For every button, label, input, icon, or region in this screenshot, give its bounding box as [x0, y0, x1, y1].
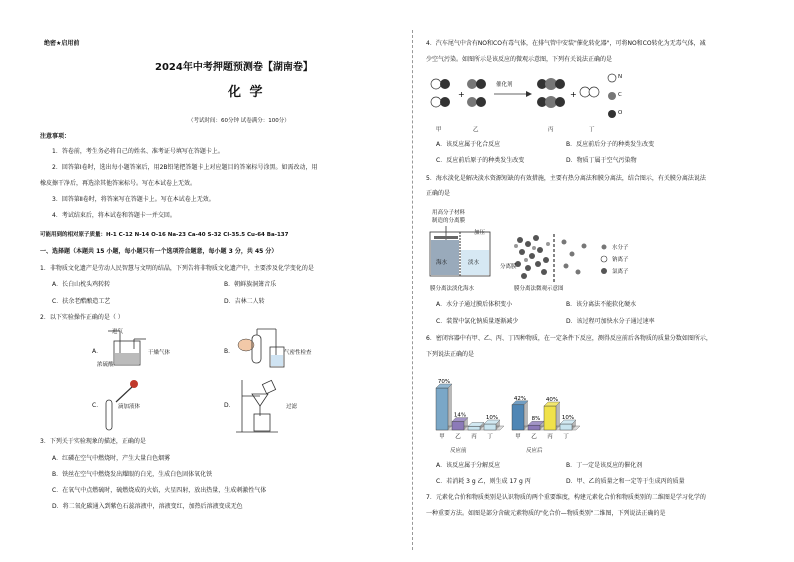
bar-label-0-3: 10% [485, 415, 499, 421]
category-label-0-1: 乙 [455, 434, 461, 440]
bar-side-1-0 [524, 401, 528, 430]
subject-title: 化 学 [228, 85, 265, 100]
q7-stem-1: 7．元素化合价和物质类别是认识物质的两个重要维度，构建元素化合价和物质类别的二维图是学习化学的 [426, 494, 706, 501]
q3-option-d: D．将二氧化碳通入到紫色石蕊溶液中，溶液变红，加热后溶液变成无色 [52, 503, 243, 510]
q5-legend-cl: 氯离子 [612, 269, 629, 275]
bar-0-3 [484, 424, 496, 430]
q4-legend-c: C [618, 92, 622, 98]
column-divider [412, 30, 413, 550]
q4-legend-n: N [618, 74, 623, 80]
q2-c-label: 滴加液体 [118, 404, 141, 410]
category-label-1-3: 丁 [563, 434, 569, 440]
q5-option-a: A．水分子通过膜后体积变小 [436, 301, 513, 308]
membrane-micro-figure [510, 232, 598, 284]
q5-freshwater-label: 淡水 [468, 260, 480, 266]
bar-0-2 [468, 426, 480, 430]
q2-a-in-label: 进气 [112, 329, 124, 335]
q4-option-b: B．反应前后分子的种类发生改变 [566, 141, 655, 148]
bar-1-0 [512, 405, 524, 430]
q2-a-acid-label: 浓硫酸 [97, 362, 114, 368]
q6-stem-1: 6．密闭容器中有甲、乙、丙、丁四种物质，在一定条件下反应，测得反应前后各物质的质量分数如图所示， [426, 335, 712, 342]
q5-legend-na: 钠离子 [612, 257, 629, 263]
q2-option-a: A． [92, 348, 103, 355]
q3-option-b: B．铁丝在空气中燃烧发出耀眼的白光，生成白色固体氧化铁 [52, 471, 213, 478]
q1-option-d: D．吉林二人转 [224, 298, 265, 305]
q5-seawater-label: 海水 [436, 260, 448, 266]
q6-chart-before [428, 364, 516, 444]
category-label-0-3: 丁 [487, 434, 493, 440]
bar-0-1 [452, 422, 464, 430]
q2-option-b: B． [224, 348, 235, 355]
q4-label-jia: 甲 [436, 127, 442, 133]
bar-label-1-0: 42% [513, 395, 527, 402]
atomic-masses: 可能用到的相对原子质量：H-1 C-12 N-14 O-16 Na-23 Ca-40 S-32 Cl-35.5 Cu-64 Ba-137 [40, 232, 289, 238]
q4-option-c: C．反应前后原子的种类发生改变 [436, 157, 525, 164]
q4-label-ding: 丁 [589, 127, 595, 133]
q2-d-label: 过滤 [286, 404, 298, 410]
bar-1-1 [528, 425, 540, 430]
q6-option-d: D．甲、乙的质量之和一定等于生成丙的质量 [566, 478, 685, 485]
q6-option-b: B．丁一定是该反应的催化剂 [566, 462, 643, 469]
q6-chart-after [504, 364, 592, 444]
q4-label-bing: 丙 [548, 127, 554, 133]
q4-option-d: D．物质丁属于空气污染物 [566, 157, 637, 164]
bar-1-3 [560, 424, 572, 430]
q6-after-caption: 反应后 [526, 448, 543, 454]
note-4: 4．考试结束后，将本试卷和答题卡一并交回。 [52, 212, 176, 219]
secret-tag: 绝密★启用前 [44, 40, 80, 47]
bar-1-2 [544, 406, 556, 430]
q6-option-a: A．该反应属于分解反应 [436, 462, 501, 469]
q5-legend-icons [598, 242, 610, 278]
q5-fig-top-1: 用高分子材料 [432, 210, 466, 216]
bar-0-0 [436, 388, 448, 430]
category-label-1-1: 乙 [531, 434, 537, 440]
bar-side-0-0 [448, 384, 452, 430]
q5-fig-top-2: 制造的分离膜 [432, 218, 466, 224]
q5-caption-left: 膜分离法淡化海水 [430, 286, 475, 292]
q1-stem: 1．非物质文化遗产是劳动人民智慧与文明的结晶，下列告将非物质文化遗产中，主要涉及化学变化的是 [40, 265, 314, 272]
note-2b: 橡皮擦干净后，再选涂其他答案标号。写在本试卷上无效。 [40, 180, 197, 187]
q5-membrane-label: 分离膜 [500, 264, 517, 270]
q3-option-a: A．红磷在空气中燃烧时，产生大量白色烟雾 [52, 455, 171, 462]
q5-caption-right: 膜分离法微观示意图 [514, 286, 564, 292]
q4-option-a: A．该反应属于化合反应 [436, 141, 501, 148]
q2-option-c: C． [92, 402, 103, 409]
bar-label-1-3: 10% [561, 415, 575, 421]
note-2a: 2．回答第Ⅰ卷时，选出每小题答案后，用2B铅笔把答题卡上对应题目的答案标号涂黑。如需改动，用 [52, 164, 318, 171]
notes-heading: 注意事项： [40, 133, 71, 140]
q6-before-caption: 反应前 [450, 448, 467, 454]
q1-option-c: C．扶余老醋酿造工艺 [52, 298, 111, 305]
svg-text:+: + [570, 90, 577, 99]
category-label-0-0: 甲 [439, 434, 445, 440]
q5-option-b: B．该分离法不能软化硬水 [566, 301, 637, 308]
q2-stem: 2．以下实验操作正确的是（ ） [40, 314, 124, 321]
q4-legend-o: O [618, 110, 623, 116]
q1-option-b: B．朝鲜族洞箫音乐 [224, 281, 277, 288]
q5-legend-water: 水分子 [612, 245, 629, 251]
filtration-figure [234, 378, 280, 434]
bar-label-0-0: 70% [437, 379, 451, 385]
category-label-1-2: 丙 [547, 434, 553, 440]
q5-option-d: D．该过程可加快水分子通过速率 [566, 318, 655, 325]
exam-title: 2024年中考押题预测卷【湖南卷】 [155, 62, 313, 73]
category-label-1-0: 甲 [515, 434, 521, 440]
bar-side-1-2 [556, 402, 560, 430]
q3-option-c: C．在氧气中点燃硫时，硫燃烧成的火焰，火星四射，放出热量，生成刺激性气体 [52, 487, 267, 494]
q5-pressure-label: 加压 [474, 230, 486, 236]
q5-stem-2: 正确的是 [426, 190, 451, 197]
section-1-heading: 一、选择题（本题共 15 小题，每小题只有一个选项符合题意，每小题 3 分，共 45 分） [40, 248, 278, 255]
q2-a-label: 干燥气体 [148, 350, 171, 356]
q1-option-a: A．长白山枕头鸡转转 [52, 281, 111, 288]
q4-catalyst-label: 催化剂 [496, 82, 513, 88]
note-3: 3．回答第Ⅱ卷时，将答案写在答题卡上。写在本试卷上无效。 [52, 196, 215, 203]
bar-label-1-1: 8% [531, 416, 541, 423]
q3-stem: 3．下列关于实验现象的描述，正确的是 [40, 438, 146, 445]
bar-label-0-1: 14% [453, 412, 467, 419]
q6-option-c: C．若消耗 3 g 乙，则生成 17 g 丙 [436, 478, 531, 485]
q4-stem-1: 4．汽车尾气中含有NO和CO有毒气体，在排气管中安装"催化转化器"，可将NO和CO转化为无毒气体，减 [426, 40, 706, 47]
q4-label-yi: 乙 [473, 127, 479, 133]
bar-label-1-2: 40% [545, 397, 559, 403]
q5-stem-1: 5．海水淡化是解决淡水资源短缺的有效措施，主要有热分离法和膜分离法，结合图示，有关膜分离法说法 [426, 175, 706, 182]
q2-b-label: 气密性检查 [284, 350, 312, 356]
svg-text:+: + [458, 90, 465, 99]
exam-info: （考试时间：60分钟 试卷满分：100分） [188, 118, 290, 124]
note-1: 1．答卷前，考生务必将自己的姓名、准考证号填写在答题卡上。 [52, 148, 224, 155]
q6-stem-2: 下列说法正确的是 [426, 351, 475, 358]
q4-micro-diagram [428, 70, 628, 138]
category-label-0-2: 丙 [471, 434, 477, 440]
q7-stem-2: 一种重要方法。如图是部分含硫元素物质的"化合价—物质类别"二维图，下列说法正确的是 [426, 510, 666, 517]
q5-option-c: C．装置中氯化钠质量逐渐减少 [436, 318, 519, 325]
q2-option-d: D． [224, 402, 235, 409]
q4-stem-2: 少空气污染。如图所示是该反应的微观示意图，下列有关说法正确的是 [426, 56, 613, 63]
